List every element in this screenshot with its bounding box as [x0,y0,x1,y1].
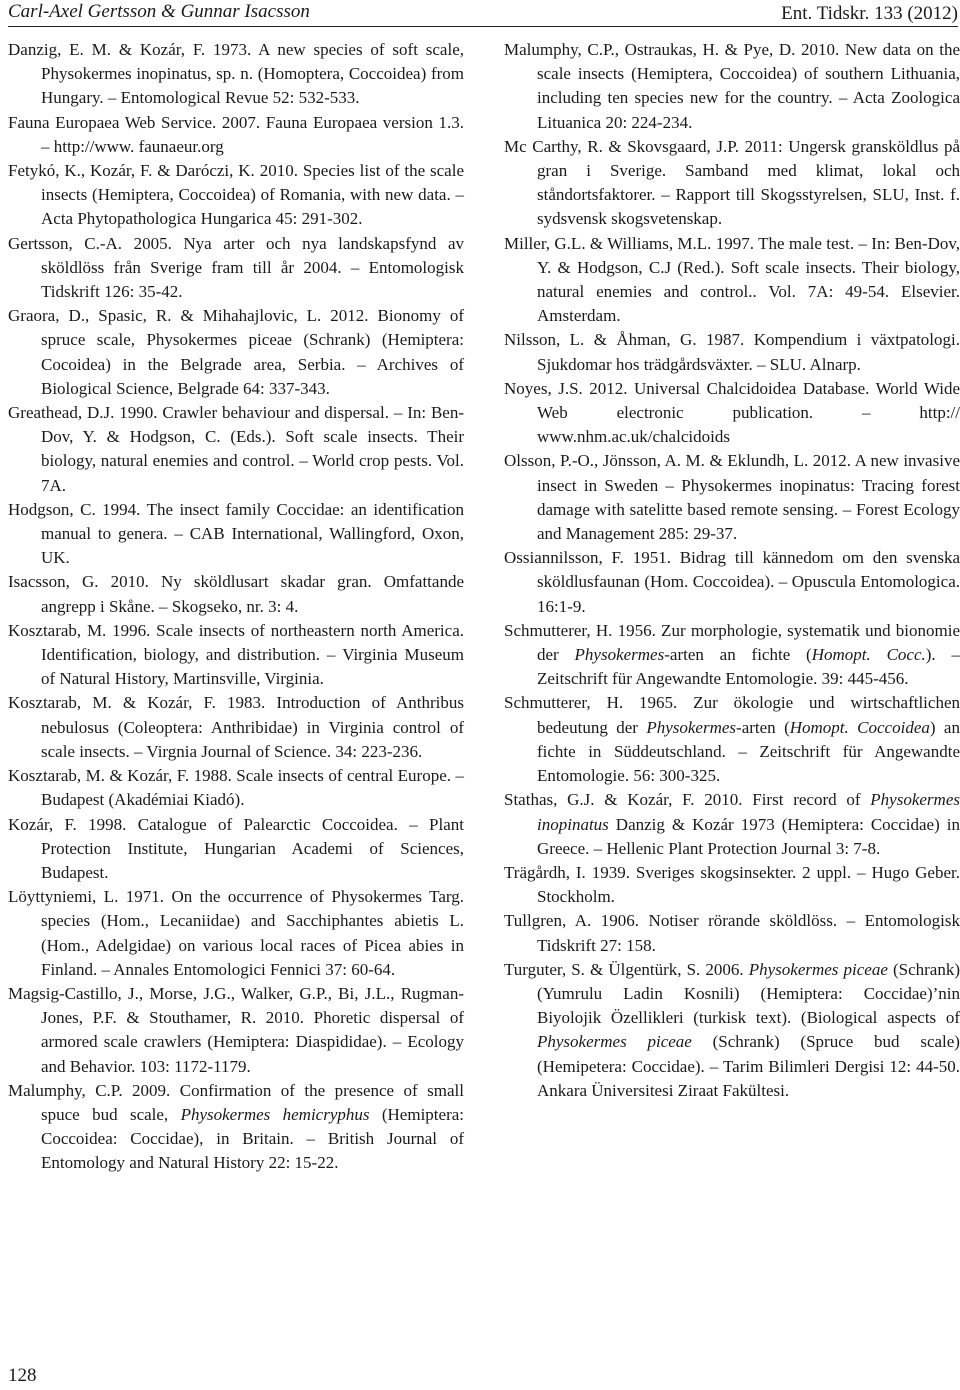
reference-entry [8,570,464,618]
reference-italic-text: Physokermes inopinatus [537,790,960,834]
reference-text: Gertsson, C.-A. 2005. Nya arter och nya landskapsfynd av sköldlöss från Sverige fram till år 2004. – Entomologisk Tidskrift 126: 35-42. [8,233,464,302]
page-number: 128 [8,1365,37,1386]
reference-text: Kosztarab, M. 1996. Scale insects of northeastern north America. Identification, biology, and distribution. – Virginia Museum of Natural History, Martinsville, Virginia. [8,620,464,689]
reference-text: (Hemiptera: Coccoidea: Coccidae), in Britain. – British Journal of Entomology and Natural History 22: 15-22. [41,1104,464,1173]
reference-entry [8,619,464,692]
reference-text: Danzig, E. M. & Kozár, F. 1973. A new species of soft scale, Physokermes inopinatus, sp. n. (Homoptera, Coccoidea) from Hungary. – Entomological Revue 52: 532-533. [8,40,464,108]
running-header [8,0,958,27]
reference-text: Fetykó, K., Kozár, F. & Daróczi, K. 2010. Species list of the scale insects (Hemiptera, Coccoidea) of Romania, with new data. – Acta Phytopathologica Hungarica 45: 291-302. [8,161,464,229]
reference-text: ). – Zeitschrift für Angewandte Entomologie. 39: 445-456. [537,645,960,689]
reference-text: (Schrank) (Spruce bud scale) (Hemipetera: Coccidae). – Tarim Bilimleri Dergisi 12: 44-50. Ankara Üniversitesi Ziraat Fakültesi. [537,1032,960,1100]
reference-entry [504,232,960,329]
reference-text: -arten ( [736,717,790,737]
reference-text: Trägårdh, I. 1939. Sveriges skogsinsekter. 2 uppl. – Hugo Geber. Stockholm. [504,862,960,907]
reference-text: Greathead, D.J. 1990. Crawler behaviour and dispersal. – In: Ben-Dov, Y. & Hodgson, C. (Eds.). Soft scale insects. Their biology, natural enemies and control. – World crop pests. Vol. 7A. [8,403,464,495]
reference-entry [8,304,464,401]
reference-text: Mc Carthy, R. & Skovsgaard, J.P. 2011: Ungersk gransköldlus på gran i Sverige. Samband med klimat, lokal och ståndortsfaktorer. – Rapport till Skogsstyrelsen, SLU, Inst. f. sydsvensk skogsvetenskap. [504,136,960,229]
reference-italic-text: Physokermes hemicryphus [180,1104,370,1124]
reference-text: Löyttyniemi, L. 1971. On the occurrence of Physokermes Targ. species (Hom., Lecaniidae) and Sacchiphantes abietis L. (Hom., Adelgidae) on various local races of Picea abies in Finland. – Annales Entomologici Fennici 37: 60-64. [8,887,464,979]
reference-entry [504,135,960,232]
reference-entry [504,691,960,788]
reference-entry [504,328,960,376]
reference-text: (Schrank) (Yumrulu Ladin Kosnili) (Hemiptera: Coccidae)’nin Biyolojik Özellikleri (turkisk text). (Biological aspects of [537,959,960,1028]
reference-italic-text: Physokermes [646,717,737,737]
reference-entry [8,498,464,571]
references-left-column [8,38,464,1176]
reference-entry [504,619,960,692]
reference-text: Fauna Europaea Web Service. 2007. Fauna Europaea version 1.3. – http://www. faunaeur.org [8,112,464,156]
reference-text: ) an fichte in Süddeutschland. – Zeitschrift für Angewandte Entomologie. 56: 300-325. [537,717,960,786]
reference-text: Magsig-Castillo, J., Morse, J.G., Walker, G.P., Bi, J.L., Rugman-Jones, P.F. & Stouthamer, R. 2010. Phoretic dispersal of armored scale crawlers (Hemiptera: Diaspididae). – Ecology and Behavior. 103: 1172-1179. [8,983,464,1076]
reference-entry [504,546,960,619]
reference-text: Ossiannilsson, F. 1951. Bidrag till kännedom om den svenska sköldlusfaunan (Hom. Coccoidea). – Opuscula Entomologica. 16:1-9. [504,548,960,616]
reference-entry [8,764,464,812]
reference-italic-text: Physokermes piceae [537,1032,692,1052]
reference-italic-text: Homopt. Cocc. [811,645,926,665]
reference-text: Graora, D., Spasic, R. & Mihahajlovic, L. 2012. Bionomy of spruce scale, Physokermes piceae (Schrank) (Hemiptera: Cocoidea) in the Belgrade area, Serbia. – Archives of Biological Science, Belgrade 64: 337-343. [8,306,464,398]
reference-text: Schmutterer, H. 1956. Zur morphologie, systematik und bionomie der [504,620,960,665]
reference-entry [504,449,960,546]
reference-text: Kosztarab, M. & Kozár, F. 1983. Introduction of Anthribus nebulosus (Coleoptera: Anthribidae) in Virginia control of scale insects. – Virgnia Journal of Science. 34: 223-236. [8,693,464,761]
reference-entry [8,401,464,498]
reference-entry [504,38,960,135]
reference-text: Kozár, F. 1998. Catalogue of Palearctic Coccoidea. – Plant Protection Institute, Hungarian Academi of Sciences, Budapest. [8,814,464,882]
header-journal: Ent. Tidskr. 133 (2012) [781,3,958,24]
reference-text: Tullgren, A. 1906. Notiser rörande sköldlöss. – Entomologisk Tidskrift 27: 158. [504,911,960,955]
reference-italic-text: Physokermes piceae [748,959,888,979]
reference-text: Danzig & Kozár 1973 (Hemiptera: Coccidae) in Greece. – Hellenic Plant Protection Journal 3: 7-8. [537,814,960,858]
reference-text: Hodgson, C. 1994. The insect family Coccidae: an identification manual to genera. – CAB International, Wallingford, Oxon, UK. [8,499,464,568]
reference-text: Isacsson, G. 2010. Ny sköldlusart skadar gran. Omfattande angrepp i Skåne. – Skogseko, nr. 3: 4. [8,572,464,616]
reference-entry [8,159,464,232]
reference-italic-text: Homopt. Coccoidea [789,717,930,737]
reference-entry [8,813,464,886]
reference-entry [504,861,960,909]
reference-entry [504,788,960,861]
reference-text: Miller, G.L. & Williams, M.L. 1997. The male test. – In: Ben-Dov, Y. & Hodgson, C.J (Red.). Soft scale insects. Their biology, natural enemies and control.. Vol. 7A: 49-54. Elsevier. Amsterdam. [504,233,960,326]
reference-entry [8,111,464,159]
reference-entry [8,982,464,1079]
reference-text: -arten an fichte ( [664,645,812,665]
reference-italic-text: Physokermes [574,645,665,665]
reference-entry [8,691,464,764]
reference-text: Malumphy, C.P. 2009. Confirmation of the presence of small spuce bud scale, [8,1080,464,1124]
reference-entry [8,885,464,982]
reference-entry [8,1079,464,1176]
reference-text: Malumphy, C.P., Ostraukas, H. & Pye, D. 2010. New data on the scale insects (Hemiptera, Coccoidea) of southern Lithuania, including ten species new for the country. – Acta Zoologica Lituanica 20: 224-234. [504,40,960,132]
reference-text: Nilsson, L. & Åhman, G. 1987. Kompendium i växtpatologi. Sjukdomar hos trädgårdsväxter. – SLU. Alnarp. [504,330,960,374]
reference-text: Turguter, S. & Ülgentürk, S. 2006. [504,959,749,979]
reference-text: Kosztarab, M. & Kozár, F. 1988. Scale insects of central Europe. – Budapest (Akadémiai Kiadó). [8,766,464,810]
reference-entry [8,232,464,305]
reference-text: Schmutterer, H. 1965. Zur ökologie und wirtschaftlichen bedeutung der [504,693,960,737]
reference-text: Stathas, G.J. & Kozár, F. 2010. First record of [504,790,871,810]
reference-text: Noyes, J.S. 2012. Universal Chalcidoidea Database. World Wide Web electronic publication. – http:// www.nhm.ac.uk/chalcidoids [504,378,960,447]
header-authors: Carl-Axel Gertsson & Gunnar Isacsson [8,1,310,22]
references-right-column [504,38,960,1103]
reference-entry [504,377,960,450]
reference-text: Olsson, P.-O., Jönsson, A. M. & Eklundh, L. 2012. A new invasive insect in Sweden – Physokermes inopinatus: Tracing forest damage with satelitte based remote sensing. – Forest Ecology and Management 285: 29-37. [504,451,960,544]
reference-entry [504,958,960,1103]
reference-entry [504,909,960,957]
reference-entry [8,38,464,111]
